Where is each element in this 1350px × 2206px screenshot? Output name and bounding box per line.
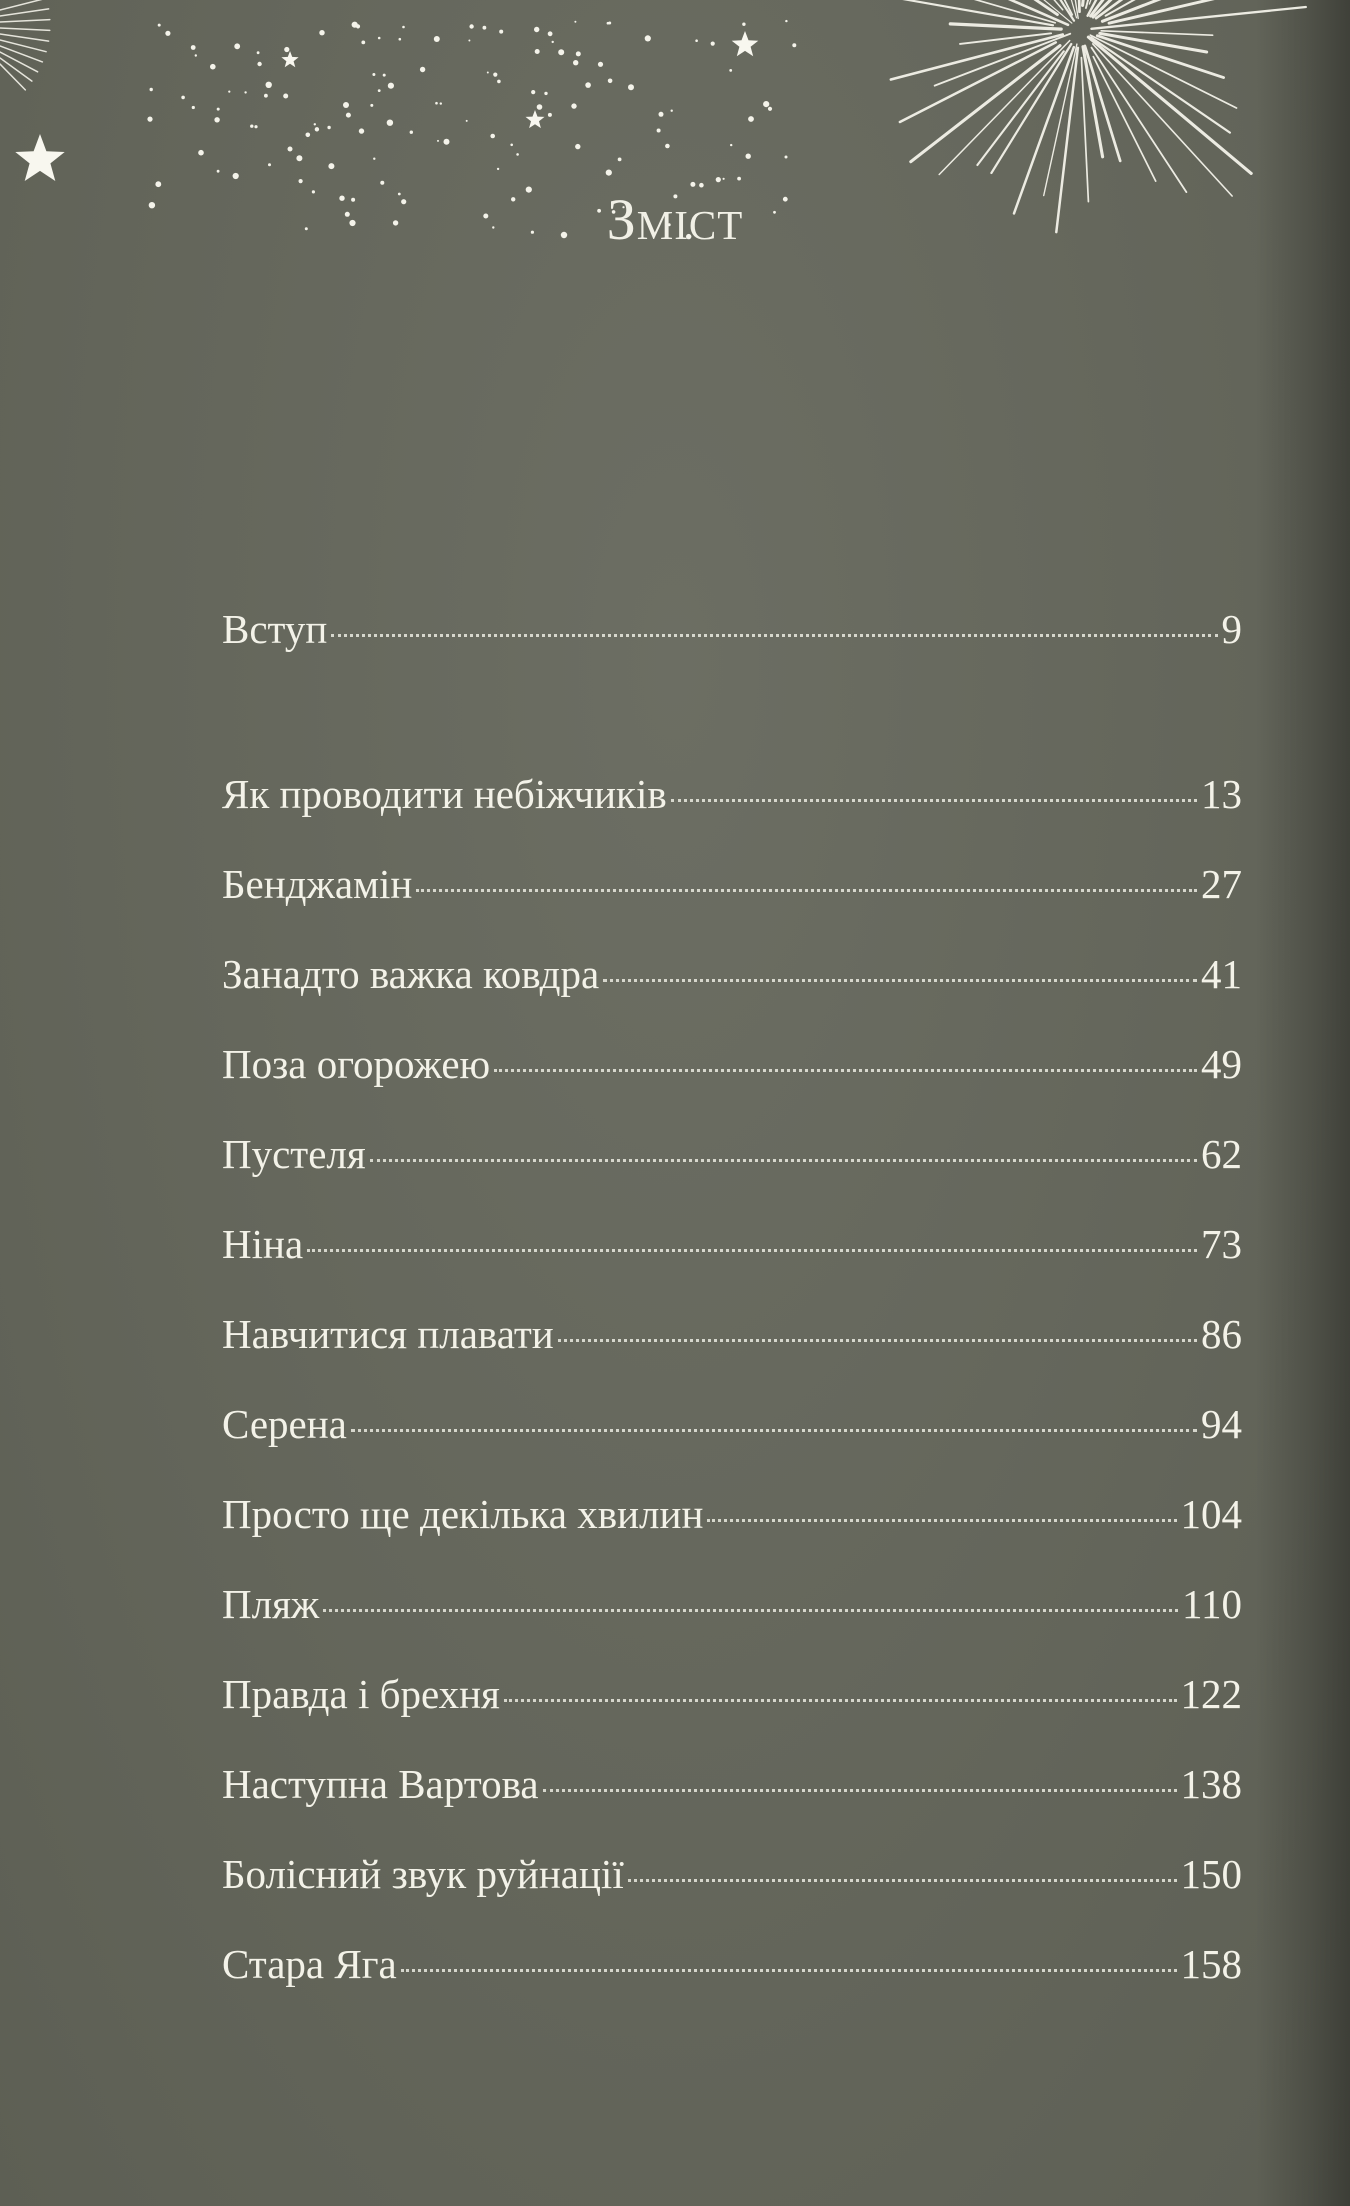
sparkle-dot [378,37,381,40]
sparkle-dot [716,177,721,182]
toc-entry-label: Навчитися плавати [222,1311,554,1357]
dot-leader [351,1429,1197,1432]
firework-ray [1090,35,1236,108]
sparkle-dot [468,40,470,42]
sparkle-dot [571,103,576,108]
dot-leader [671,799,1197,802]
sparkle-dot [319,30,324,35]
sparkle-dot [657,129,661,133]
toc-entry-label: Бенджамін [222,861,413,907]
sparkle-dot [383,74,386,77]
sparkle-dot [730,144,732,146]
sparkle-dot [499,30,503,34]
sparkle-dot [548,113,552,117]
sparkle-dot [434,36,440,42]
toc-entry[interactable] [222,860,1242,950]
toc-entry[interactable] [222,1670,1242,1760]
toc-page-number: 150 [1180,1851,1242,1897]
sparkle-dot [372,73,375,76]
sparkle-dot [544,92,547,95]
toc-entry[interactable] [222,1400,1242,1490]
sparkle-dot [665,144,670,149]
sparkle-dot [387,120,393,126]
dot-leader [494,1069,1197,1072]
sparkle-dot [359,128,364,133]
sparkle-dot [497,80,501,84]
sparkle-dot [516,153,519,156]
fireworks-illustration [0,0,1350,300]
sparkle-dot [711,42,715,46]
dot-leader [603,979,1197,982]
sparkle-dot [283,94,288,99]
sparkle-dot [574,21,576,23]
toc-entry[interactable] [222,1310,1242,1400]
sparkle-dot [607,22,610,25]
sparkle-dot [373,158,375,160]
dot-leader [416,889,1197,892]
sparkle-dot [399,38,402,41]
sparkle-dot [534,27,539,32]
sparkle-dot [327,126,330,129]
toc-page-number: 110 [1182,1581,1242,1627]
toc-entry[interactable] [222,1940,1242,2030]
toc-entry[interactable] [222,1760,1242,1850]
sparkle-dot [575,144,580,149]
toc-page-number: 13 [1201,771,1242,817]
sparkle-dot [466,120,468,122]
toc-entry-label: Як проводити небіжчиків [222,771,667,817]
dot-leader [707,1519,1176,1522]
sparkle-dot [343,102,349,108]
sparkle-dot [659,112,664,117]
toc-entry-label: Пляж [222,1581,320,1627]
toc-entry-label: Наступна Вартова [222,1761,539,1807]
toc-entry-label: Поза огорожею [222,1041,491,1087]
toc-entry-label: Занадто важка ковдра [222,951,600,997]
sparkle-dot [228,91,230,93]
sparkle-dot [244,91,246,93]
sparkle-dot [388,83,394,89]
sparkle-dot [328,163,334,169]
toc-page-number: 62 [1201,1131,1242,1177]
toc-page-number: 49 [1201,1041,1242,1087]
dot-leader [543,1789,1177,1792]
sparkle-dot [531,90,535,94]
sparkle-dot [266,82,272,88]
firework-ray [870,0,1055,23]
firework-ray [0,0,46,10]
sparkle-dot [165,31,170,36]
sparkle-dot [210,64,216,70]
dot-leader [323,1609,1178,1612]
toc-page-number: 122 [1180,1671,1242,1717]
toc-entry-label: Серена [222,1401,347,1447]
dot-leader [504,1699,1177,1702]
sparkle-dot [723,178,725,180]
sparkle-dot [510,144,513,147]
sparkle-dot [535,49,540,54]
toc-entry[interactable] [222,1490,1242,1580]
sparkle-dot [618,158,622,162]
firework-ray [1101,31,1212,35]
toc-entry-label: Просто ще декілька хвилин [222,1491,704,1537]
sparkle-dot [254,125,257,128]
sparkle-dot [763,101,769,107]
firework-ray [1091,7,1305,29]
sparkle-dot [234,43,240,49]
sparkle-dot [370,104,373,107]
dot-leader [401,1969,1177,1972]
toc-entry-intro[interactable] [222,605,1242,695]
star-icon [15,134,64,181]
sparkle-dot [792,43,796,47]
toc-entry-label: Болісний звук руйнації [222,1851,624,1897]
sparkle-dot [288,147,293,152]
sparkle-dot [729,69,732,72]
sparkle-dot [361,41,365,45]
sparkle-dot [346,113,351,118]
sparkle-dot [257,62,261,66]
sparkle-dot [746,154,751,159]
sparkle-dot [585,82,591,88]
sparkle-dot [214,117,219,122]
toc-entry-label: Ніна [222,1221,304,1267]
sparkle-dot [233,173,239,179]
firework-ray [0,40,46,52]
sparkle-dot [493,73,497,77]
toc-entry-label: Правда і брехня [222,1671,500,1717]
dot-leader [331,634,1217,637]
toc-page-number: 9 [1221,606,1242,652]
toc-entry[interactable] [222,1130,1242,1220]
toc-page-number: 27 [1201,861,1242,907]
sparkle-dot [198,150,204,156]
toc-page-number: 86 [1201,1311,1242,1357]
firework-ray [1088,37,1251,173]
sparkle-dot [785,20,787,22]
toc-page-number: 94 [1201,1401,1242,1447]
sparkle-dot [192,106,195,109]
sparkle-dot [191,45,196,50]
firework-ray [0,34,49,41]
sparkle-dot [250,125,253,128]
sparkle-dot [380,181,384,185]
toc-page-number: 104 [1180,1491,1242,1537]
sparkle-dot [558,49,564,55]
sparkle-dot [645,35,651,41]
sparkle-dot [671,110,673,112]
sparkle-dot [356,24,360,28]
firework-ray [0,28,50,30]
sparkle-dot [487,72,489,74]
sparkle-dot [195,54,197,56]
sparkle-dot [306,133,311,138]
sparkle-dot [284,47,289,52]
toc-entry[interactable] [222,1850,1242,1940]
dot-leader [628,1879,1177,1882]
dot-leader [558,1339,1197,1342]
sparkle-dot [158,24,161,27]
sparkle-dot [264,94,268,98]
sparkle-dot [737,177,741,181]
sparkle-dot [410,131,413,134]
sparkle-dot [314,123,316,125]
sparkle-dot [150,88,153,91]
table-of-contents [222,605,1242,2030]
sparkle-dot [748,116,754,122]
sparkle-dot [217,170,220,173]
sparkle-dot [268,163,271,166]
sparkle-dot [606,170,612,176]
toc-entry[interactable] [222,1040,1242,1130]
toc-page-number: 41 [1201,951,1242,997]
sparkle-dot [576,51,581,56]
sparkle-dot [435,102,438,105]
toc-page-number: 158 [1180,1941,1242,1987]
toc-page-number: 73 [1201,1221,1242,1267]
star-icon [281,51,298,67]
sparkle-dot [573,60,578,65]
sparkle-dot [785,156,788,159]
toc-entry-label: Вступ [222,606,328,652]
sparkle-dot [483,26,487,30]
star-icon [526,110,545,128]
sparkle-dot [147,117,152,122]
firework-ray [898,0,1053,25]
sparkle-dot [315,127,319,131]
sparkle-dot [497,168,499,170]
sparkle-dot [552,41,554,43]
sparkle-dot [537,104,543,110]
firework-ray [0,20,50,22]
firework-ray [1097,36,1223,78]
firework-ray [0,9,49,16]
sparkle-dot [402,26,405,29]
dot-leader [370,1159,1197,1162]
sparkle-dot [490,134,495,139]
sparkle-dot [437,140,439,142]
sparkle-dot [299,179,303,183]
sparkle-dot [420,67,425,72]
toc-entry[interactable] [222,1220,1242,1310]
sparkle-dot [469,24,473,28]
sparkle-dot [628,84,634,90]
sparkle-dot [181,96,185,100]
dot-leader [307,1249,1197,1252]
sparkle-dot [444,139,450,145]
sparkle-dot [768,107,772,111]
toc-entry-label: Стара Яга [222,1941,397,1987]
sparkle-dot [296,155,302,161]
sparkle-dot [695,39,698,42]
sparkle-dot [378,89,381,92]
sparkle-dot [217,108,220,111]
sparkle-dot [548,31,553,36]
toc-entry[interactable] [222,770,1242,860]
star-icon [732,31,759,56]
sparkle-dot [608,79,613,84]
sparkle-dot [598,62,603,67]
page-title: Зміст [606,187,744,252]
toc-entry[interactable] [222,950,1242,1040]
toc-page-number: 138 [1180,1761,1242,1807]
sparkle-dot [440,102,442,104]
sparkle-dot [257,51,260,54]
toc-entry[interactable] [222,1580,1242,1670]
toc-entry-label: Пустеля [222,1131,366,1177]
sparkle-dot [742,23,745,26]
